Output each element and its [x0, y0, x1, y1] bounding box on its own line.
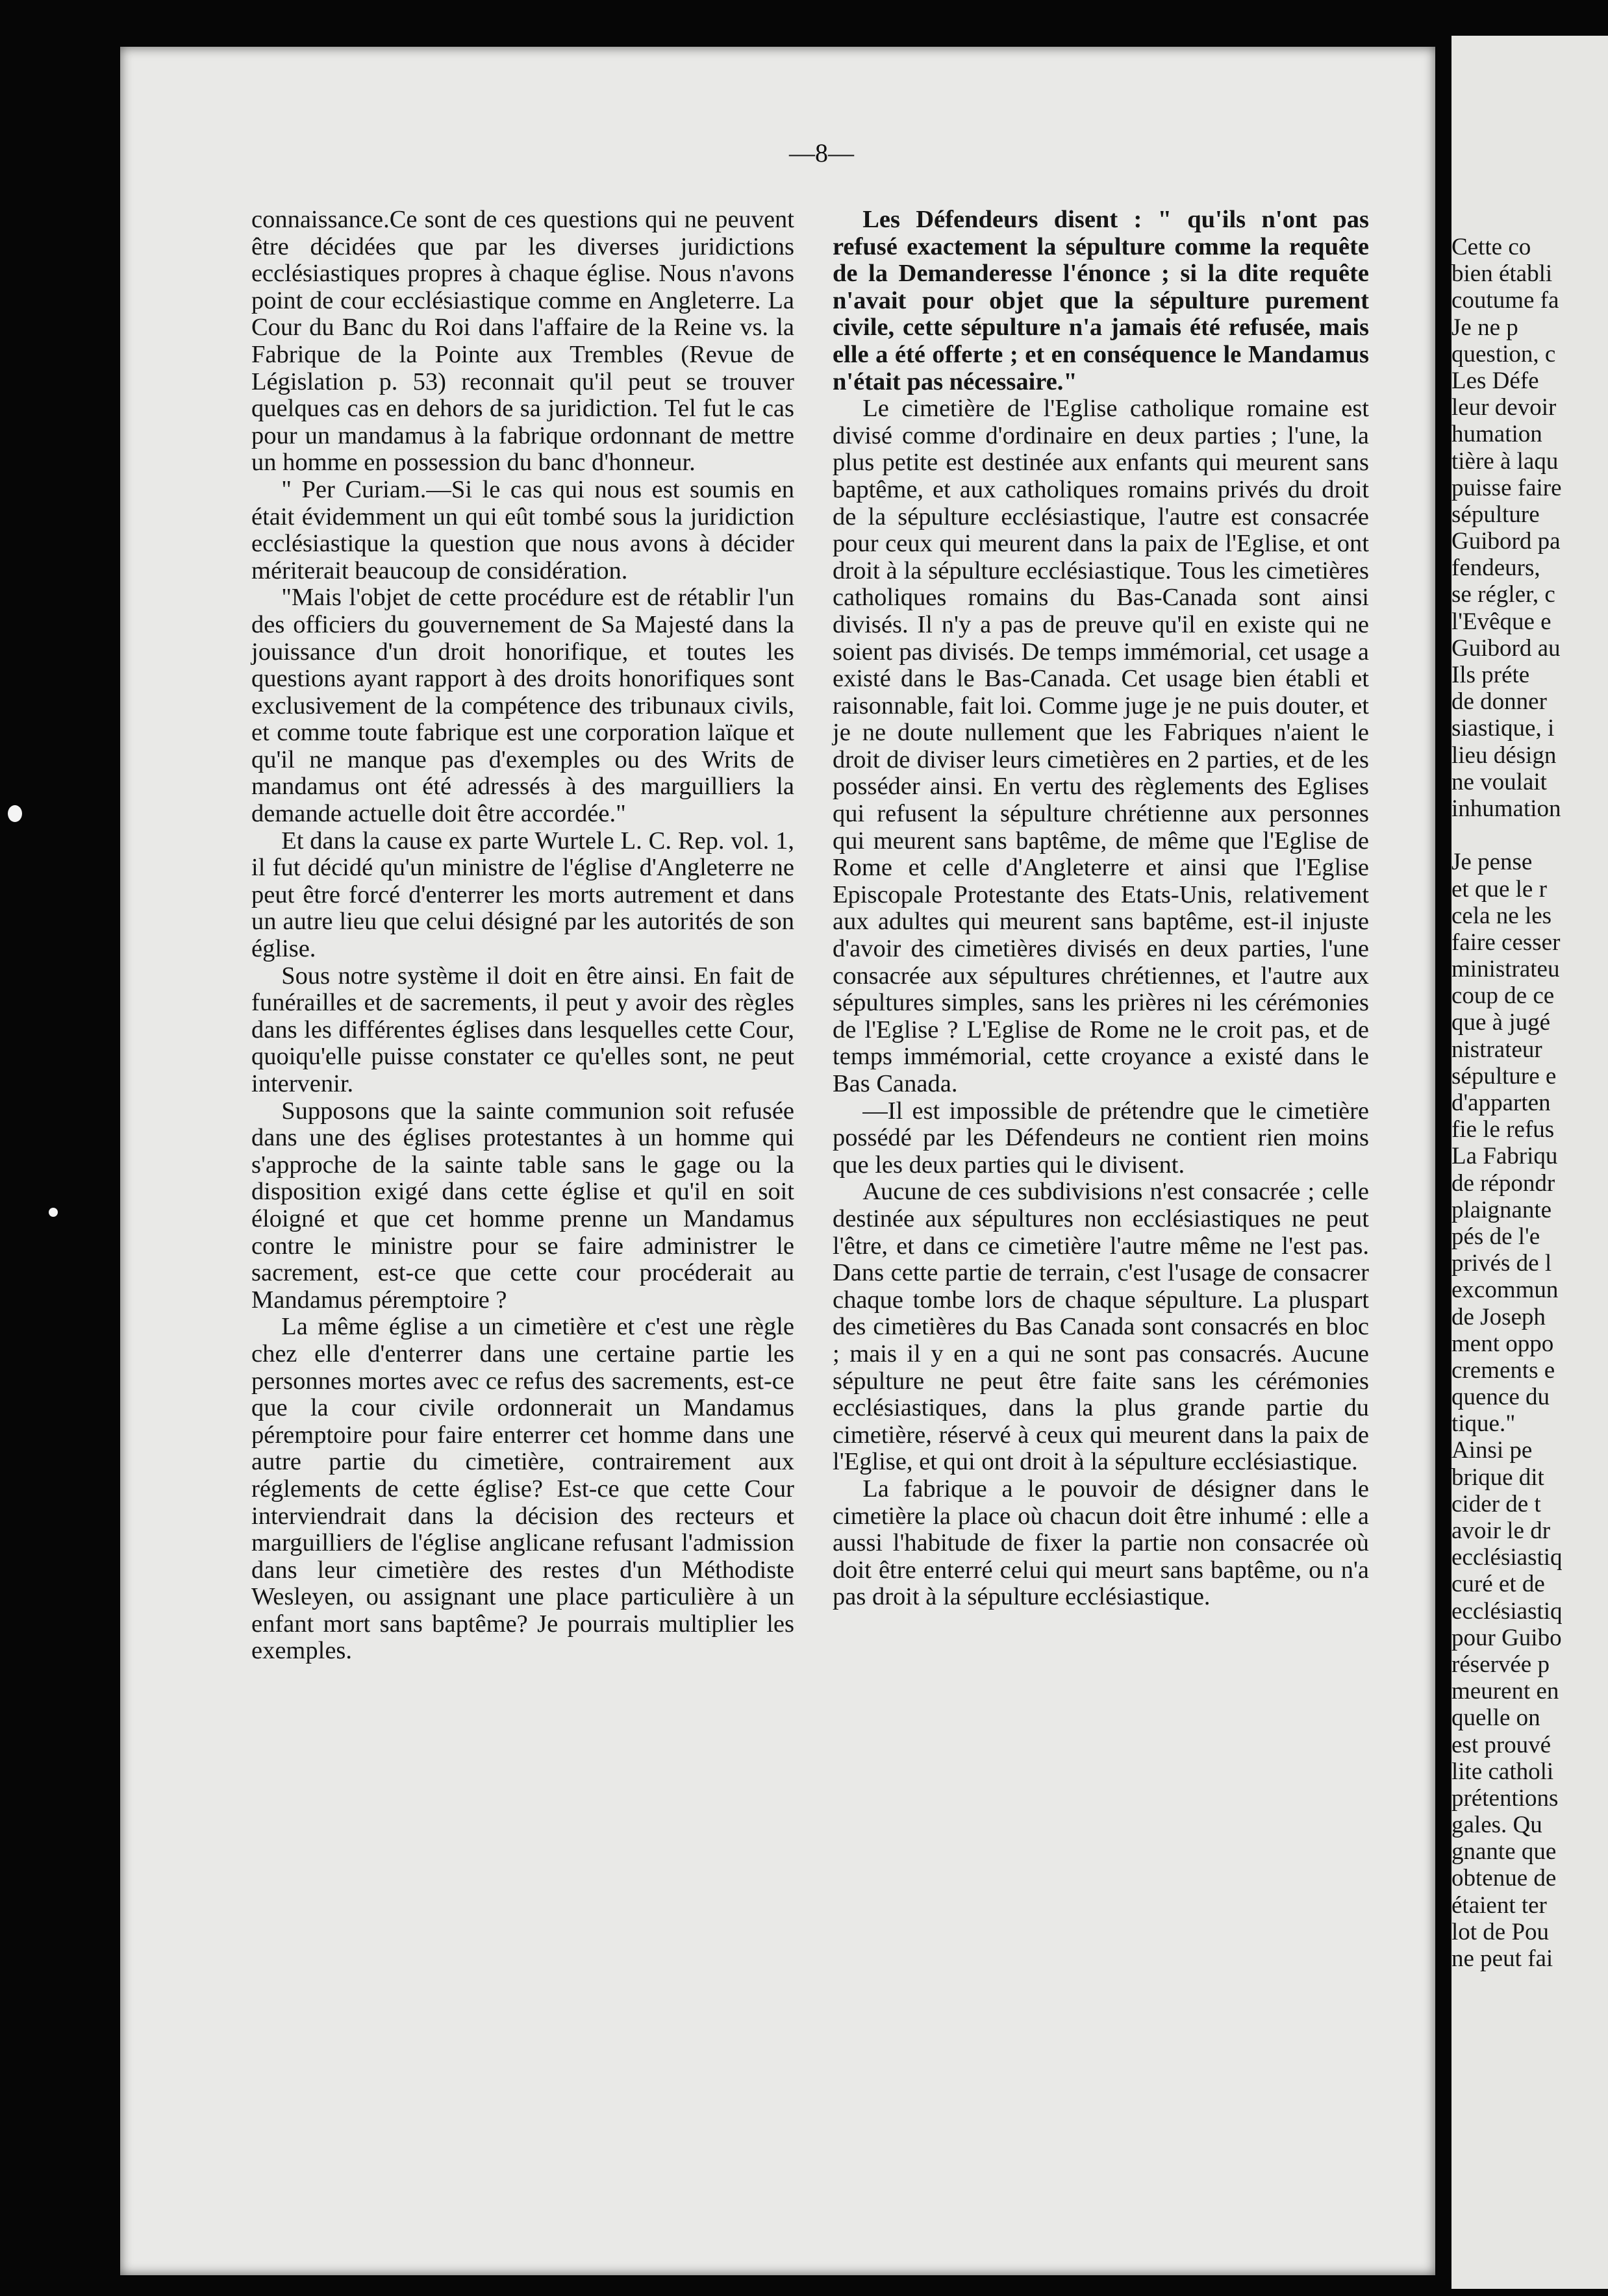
- scan-speck: [8, 805, 22, 822]
- paragraph: "Mais l'objet de cette procédure est de rétablir l'un des officiers du gouvernement de Sa Majesté dans la jouissance d'un droit honorifique, et toutes les questions ayant rapport à des droits honorifiques sont exclusivement de la compétence des tribunaux civils, et comme toute fabrique est une corporation laïque et qu'il ne manque pas d'exemples ou des Writs de mandamus ont été adressés à des marguilliers la demande actuelle doit être accordée.": [251, 584, 794, 828]
- adjacent-line: d'apparten: [1451, 1090, 1551, 1116]
- adjacent-line: privés de l: [1451, 1250, 1552, 1277]
- adjacent-line: [1451, 822, 1608, 849]
- paragraph: Aucune de ces subdivisions n'est consacrée ; celle destinée aux sépultures non ecclésiastiques ne peut l'être, et dans ce cimetière l'autre même ne l'est pas. Dans cette partie de terrain, c'est l'usage de consacrer chaque tombe lors de chaque sépulture. La pluspart des cimetières du Bas Canada sont consacrés en bloc ; mais il y en a qui ne sont pas consacrés. Aucune sépulture ne peut être faite sans les cérémonies ecclésiastiques, dans la plus grande partie du cimetière, réservé à ceux qui meurent dans la paix de l'Eglise, et qui ont droit à la sépulture ecclésiastique.: [833, 1178, 1369, 1476]
- adjacent-line: que à jugé: [1451, 1009, 1551, 1036]
- adjacent-line: leur devoir: [1451, 394, 1557, 421]
- adjacent-page: [1451, 36, 1608, 2289]
- adjacent-line: brique dit: [1451, 1464, 1544, 1491]
- adjacent-line: ecclésiastiq: [1451, 1544, 1563, 1571]
- adjacent-line: est prouvé: [1451, 1731, 1551, 1758]
- paragraph: connaissance.Ce sont de ces questions qui ne peuvent être décidées que par les diverses juridictions ecclésiastiques propres à chaque église. Nous n'avons point de cour ecclésiastique comme en Angleterre. La Cour du Banc du Roi dans l'affaire de la Reine vs. la Fabrique de la Pointe aux Trembles (Revue de Législation p. 53) reconnait qu'il peut se trouver quelques cas en dehors de sa juridiction. Tel fut le cas pour un mandamus à la fabrique ordonnant de mettre un homme en possession du banc d'honneur.: [251, 206, 794, 477]
- adjacent-line: cela ne les: [1451, 902, 1552, 929]
- adjacent-line: bien établi: [1451, 260, 1553, 288]
- adjacent-line: de répondr: [1451, 1169, 1555, 1197]
- paragraph: Supposons que la sainte communion soit refusée dans une des églises protestantes à un homme qui s'approche de la sainte table sans le gage ou la disposition exigé dans cette église et qu'il en soit éloigné et que cet homme prenne un Mandamus contre le ministre pour se faire administrer le sacrement, est-ce que cette cour procéderait au Mandamus péremptoire ?: [251, 1097, 794, 1314]
- paragraph: Les Défendeurs disent : " qu'ils n'ont pas refusé exactement la sépulture comme la requête de la Demanderesse l'énonce ; si la dite requête n'avait pour objet que la sépulture purement civile, cette sépulture n'a jamais été refusée, mais elle a été offerte ; et en conséquence le Mandamus n'était pas nécessaire.": [833, 206, 1369, 395]
- adjacent-line: lot de Pou: [1451, 1918, 1550, 1945]
- adjacent-line: l'Evêque e: [1451, 608, 1551, 635]
- adjacent-line: fie le refus: [1451, 1116, 1555, 1143]
- adjacent-line: prétentions: [1451, 1784, 1559, 1812]
- adjacent-line: crements e: [1451, 1356, 1555, 1384]
- paragraph: Le cimetière de l'Eglise catholique romaine est divisé comme d'ordinaire en deux parties ; l'une, la plus petite est destinée aux enfants qui meurent sans baptême, et aux catholiques romains privés du droit de la sépulture ecclésiastique, l'autre est consacrée pour ceux qui meurent dans la paix de l'Eglise, et ont droit à la sépulture ecclésiastique. Tous les cimetières catholiques romains du Bas-Canada sont ainsi divisés. Il n'y a pas de preuve qu'il en existe qui ne soient pas divisés. De temps immémorial, cet usage a existé dans le Bas-Canada. Cet usage bien établi et raisonnable, fait loi. Comme juge je ne puis douter, et je ne doute nullement que les Fabriques n'aient le droit de diviser leurs cimetières en 2 parties, et de les posséder ainsi. En vertu des règlements des Eglises qui refusent la sépulture chrétienne aux personnes qui meurent sans baptême, de même que l'Eglise de Rome et celle d'Angleterre et ainsi que l'Eglise Episcopale Protestante des Etats-Unis, relativement aux adultes qui meurent sans baptême, est-il injuste d'avoir des cimetières divisés en deux parties, l'une consacrée aux sépultures chrétiennes, et l'autre aux sépultures simples, sans les prières ni les cérémonies de l'Eglise ? L'Eglise de Rome ne le croit pas, et de temps immémorial, cette croyance a existé dans le Bas Canada.: [833, 395, 1370, 1097]
- adjacent-line: sépulture e: [1451, 1062, 1557, 1090]
- adjacent-line: et que le r: [1451, 875, 1547, 903]
- adjacent-line: siastique, i: [1451, 715, 1555, 742]
- left-column: [251, 206, 794, 1665]
- adjacent-line: meurent en: [1451, 1678, 1559, 1705]
- adjacent-line: faire cesser: [1451, 929, 1561, 956]
- adjacent-line: obtenue de: [1451, 1865, 1557, 1892]
- adjacent-line: Je ne p: [1451, 314, 1518, 341]
- adjacent-line: quelle on: [1451, 1704, 1540, 1732]
- adjacent-line: pour Guibo: [1451, 1624, 1562, 1651]
- adjacent-line: lite catholi: [1451, 1758, 1554, 1785]
- adjacent-line: La Fabriqu: [1451, 1143, 1558, 1170]
- scan-speck: [49, 1208, 58, 1217]
- adjacent-line: lieu désign: [1451, 742, 1557, 769]
- adjacent-line: Ils préte: [1451, 662, 1530, 688]
- adjacent-line: coutume fa: [1451, 287, 1559, 314]
- adjacent-line: ministrateu: [1451, 956, 1560, 983]
- adjacent-line: curé et de: [1451, 1571, 1545, 1598]
- adjacent-line: inhumation: [1451, 795, 1561, 822]
- adjacent-line: ecclésiastiq: [1451, 1597, 1563, 1625]
- adjacent-line: coup de ce: [1451, 982, 1555, 1010]
- paragraph: " Per Curiam.—Si le cas qui nous est soumis en était évidemment un qui eût tombé sous la juridiction ecclésiastique la question que nous avons à décider mériterait beaucoup de considération.: [251, 475, 794, 584]
- adjacent-line: plaignante: [1451, 1196, 1552, 1223]
- adjacent-line: ne peut fai: [1451, 1945, 1553, 1972]
- adjacent-line: Je pense: [1451, 849, 1533, 876]
- adjacent-line: tière à laqu: [1451, 447, 1559, 475]
- adjacent-line: humation: [1451, 421, 1542, 448]
- adjacent-line: quence du: [1451, 1384, 1550, 1411]
- page-number: —8—: [789, 138, 854, 168]
- adjacent-line: réservée p: [1451, 1651, 1550, 1678]
- adjacent-line: Les Défe: [1451, 367, 1539, 394]
- adjacent-line: ment oppo: [1451, 1330, 1554, 1357]
- adjacent-page-text: [1451, 234, 1608, 1972]
- adjacent-line: fendeurs,: [1451, 555, 1540, 582]
- paragraph: —Il est impossible de prétendre que le cimetière possédé par les Défendeurs ne contient rien moins que les deux parties qui le divisent.: [833, 1097, 1369, 1179]
- adjacent-line: de Joseph: [1451, 1303, 1546, 1330]
- adjacent-line: tique.": [1451, 1410, 1516, 1438]
- adjacent-line: Ainsi pe: [1451, 1437, 1533, 1464]
- adjacent-line: puisse faire: [1451, 474, 1562, 501]
- adjacent-line: pés de l'e: [1451, 1223, 1540, 1250]
- adjacent-line: ne voulait: [1451, 768, 1547, 795]
- adjacent-line: excommun: [1451, 1277, 1559, 1304]
- paragraph: La fabrique a le pouvoir de désigner dans le cimetière la place où chacun doit être inhumé : elle a aussi l'habitude de fixer la partie non consacrée où doit être enterré celui qui meurt sans baptême, ou n'a pas droit à la sépulture ecclésiastique.: [833, 1475, 1369, 1611]
- paragraph: Et dans la cause ex parte Wurtele L. C. Rep. vol. 1, il fut décidé qu'un ministre de l'église d'Angleterre ne peut être forcé d'enterrer les morts autrement et dans un autre lieu que celui désigné par les autorités de son église.: [251, 827, 794, 963]
- adjacent-line: Guibord pa: [1451, 528, 1561, 555]
- adjacent-line: Cette co: [1451, 234, 1531, 260]
- right-column: [833, 206, 1369, 1611]
- adjacent-line: sépulture: [1451, 501, 1540, 528]
- paragraph: La même église a un cimetière et c'est une règle chez elle d'enterrer dans une certaine partie les personnes mortes avec ce refus des sacrements, est-ce que la cour civile ordonnerait un Mandamus péremptoire pour faire enterrer cet homme dans une autre partie du cimetière, contrairement aux réglements de cette église? Est-ce que cette Cour interviendrait dans la décision des recteurs et marguilliers de l'église anglicane refusant l'admission dans leur cimetière des restes d'un Méthodiste Wesleyen, ou assignant une place particulière à un enfant mort sans baptême? Je pourrais multiplier les exemples.: [251, 1313, 794, 1665]
- adjacent-line: se régler, c: [1451, 581, 1555, 608]
- adjacent-line: avoir le dr: [1451, 1517, 1551, 1544]
- adjacent-line: étaient ter: [1451, 1891, 1547, 1919]
- adjacent-line: de donner: [1451, 688, 1547, 716]
- adjacent-line: cider de t: [1451, 1490, 1541, 1517]
- adjacent-line: nistrateur: [1451, 1036, 1542, 1063]
- adjacent-line: question, c: [1451, 340, 1556, 368]
- paragraph: Sous notre système il doit en être ainsi. En fait de funérailles et de sacrements, il peut y avoir des règles dans les différentes églises dans lesquelles cette Cour, quoiqu'elle puisse constater ce qu'elles sont, ne peut intervenir.: [251, 962, 794, 1097]
- adjacent-line: gnante que: [1451, 1838, 1557, 1866]
- adjacent-line: Guibord au: [1451, 634, 1561, 662]
- adjacent-line: gales. Qu: [1451, 1812, 1542, 1839]
